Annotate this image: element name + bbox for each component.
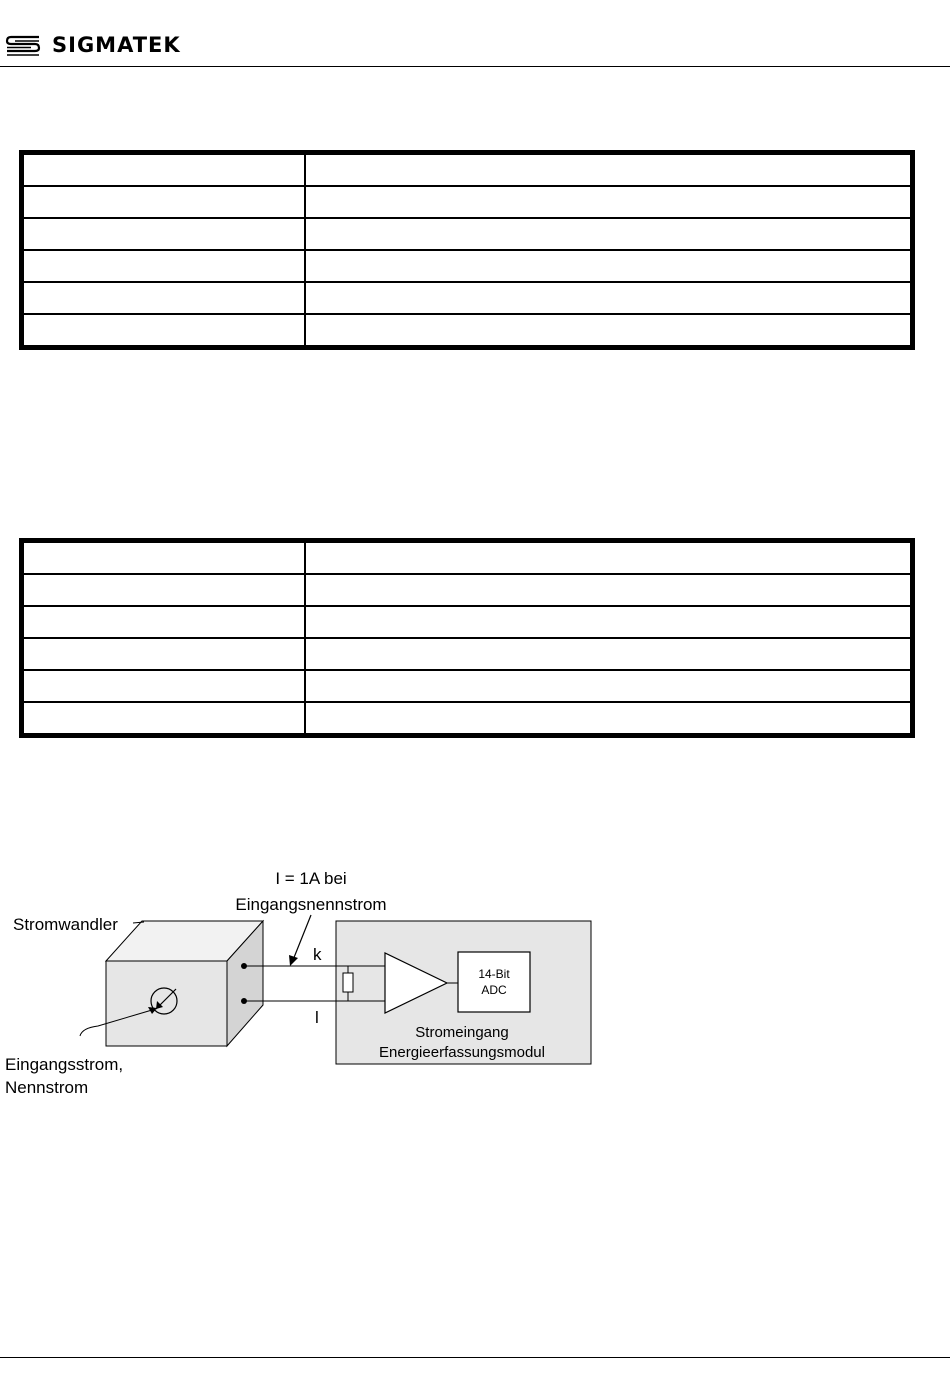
table-row	[23, 606, 911, 638]
table-cell	[305, 606, 911, 638]
shunt-resistor-icon	[343, 973, 353, 992]
table-row	[23, 250, 911, 282]
spec-table-2	[19, 538, 915, 738]
table-cell	[305, 702, 911, 734]
table-cell	[23, 574, 305, 606]
table-cell	[23, 606, 305, 638]
table-cell	[305, 574, 911, 606]
terminal-l-label: l	[315, 1008, 319, 1027]
table-cell	[305, 542, 911, 574]
table-cell	[23, 250, 305, 282]
brand-name: SIGMATEK	[52, 33, 181, 57]
input-current-label-line2: Nennstrom	[5, 1078, 89, 1097]
table-row	[23, 314, 911, 346]
table-cell	[23, 542, 305, 574]
table-cell	[23, 218, 305, 250]
header-divider	[0, 66, 950, 67]
table-row	[23, 154, 911, 186]
current-arrowhead-icon	[289, 955, 298, 966]
table-cell	[23, 282, 305, 314]
table-cell	[23, 154, 305, 186]
page-header	[0, 0, 950, 68]
table-row	[23, 702, 911, 734]
current-transformer-diagram	[0, 860, 600, 1110]
table-cell	[23, 638, 305, 670]
module-label-line1: Stromeingang	[415, 1024, 509, 1041]
table-cell	[23, 314, 305, 346]
current-arrow	[293, 915, 311, 960]
table-row	[23, 542, 911, 574]
terminal-k-label: k	[313, 945, 322, 964]
table-row	[23, 670, 911, 702]
input-current-label-line1: Eingangsstrom,	[5, 1055, 124, 1074]
table-row	[23, 638, 911, 670]
table-cell	[305, 186, 911, 218]
table-cell	[305, 154, 911, 186]
spec-table-1	[19, 150, 915, 350]
table-row	[23, 218, 911, 250]
table-cell	[23, 702, 305, 734]
sigmatek-logo-icon	[5, 35, 41, 57]
table-cell	[305, 638, 911, 670]
adc-label-line2: ADC	[481, 983, 507, 997]
table-cell	[23, 186, 305, 218]
table-cell	[305, 314, 911, 346]
module-label-line2: Energieerfassungsmodul	[379, 1044, 545, 1061]
table-cell	[305, 282, 911, 314]
adc-box	[458, 952, 530, 1012]
table-cell	[305, 670, 911, 702]
adc-label-line1: 14-Bit	[478, 967, 510, 981]
table-cell	[23, 670, 305, 702]
table-cell	[305, 218, 911, 250]
table-cell	[305, 250, 911, 282]
transformer-front-face	[106, 961, 227, 1046]
footer-divider	[0, 1357, 950, 1358]
current-label-line2: Eingangsnennstrom	[235, 895, 387, 914]
table-row	[23, 186, 911, 218]
table-row	[23, 574, 911, 606]
table-row	[23, 282, 911, 314]
current-label-line1: I = 1A bei	[275, 869, 347, 888]
transformer-label: Stromwandler	[13, 915, 118, 934]
